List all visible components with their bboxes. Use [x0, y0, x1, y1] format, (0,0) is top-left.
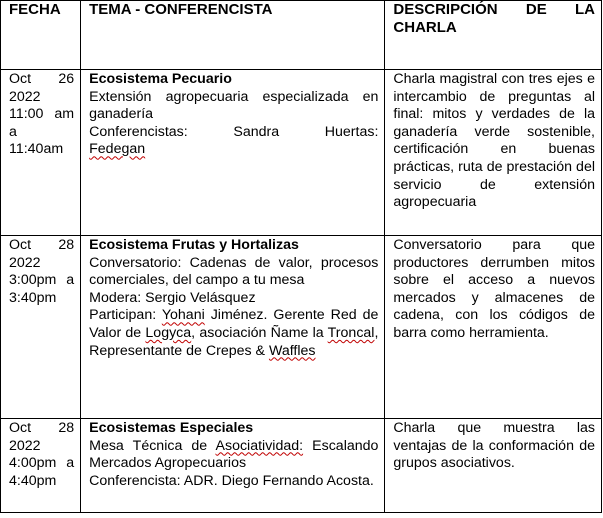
tema-cell — [81, 236, 385, 419]
header-tema: TEMA - CONFERENCISTA — [81, 1, 385, 70]
table-row — [1, 70, 602, 236]
fecha-cell: Oct 26 2022 11:00 am a 11:40am — [1, 70, 81, 236]
ecosistema-title: Ecosistema Pecuario — [89, 71, 232, 87]
header-fecha: FECHA — [1, 1, 81, 70]
participants-text-part: , Representante de Crepes & — [89, 324, 379, 359]
tema-line: Conversatorio: Cadenas de valor, procesos comerciales, del campo a tu mesa — [89, 254, 379, 289]
table-row — [1, 236, 602, 419]
participant-name: Yohani — [161, 307, 205, 324]
fecha-cell: Oct 28 2022 3:00pm a 3:40pm — [1, 236, 81, 419]
fecha-cell: Oct 28 2022 4:00pm a 4:40pm — [1, 419, 81, 513]
conferencista-line: Conferencistas: Sandra Huertas: — [89, 123, 379, 140]
tema-cell — [81, 419, 385, 513]
participants-text — [89, 307, 378, 360]
moderator-line: Modera: Sergio Velásquez — [89, 289, 256, 306]
place-name: Troncal — [327, 324, 375, 341]
participants-label: Participan: — [89, 307, 162, 324]
org-name: Logyca — [145, 324, 192, 341]
ecosistema-title: Ecosistema Frutas y Hortalizas — [89, 237, 299, 253]
tema-text-part: Mesa Técnica de — [89, 437, 216, 454]
participants-text-part: Jiménez. Gerente Red de Valor de — [89, 307, 379, 341]
header-row — [1, 1, 602, 70]
tema-cell — [81, 70, 385, 236]
tema-line — [89, 438, 378, 473]
org-name: Fedegan — [89, 141, 146, 158]
descripcion-cell: Charla magistral con tres ejes e intercambio de preguntas al final: mitos y verdades de la ganadería verde sostenible, certificación en buenas prácticas, ruta de prestación del servicio de extensión agropecuaria — [385, 70, 602, 236]
header-descripcion: DESCRIPCIÓN DE LA CHARLA — [385, 1, 602, 70]
ecosistema-title: Ecosistemas Especiales — [89, 420, 254, 436]
conferencista-line: Conferencista: ADR. Diego Fernando Acosta. — [89, 472, 374, 489]
org-name: Waffles — [268, 342, 316, 359]
table-row — [1, 419, 602, 513]
tema-line: Extensión agropecuaria especializada en ganadería — [89, 88, 379, 123]
descripcion-cell: Conversatorio para que productores derrumben mitos sobre el acceso a nuevos mercados y almacenes de cadena, con los códigos de barra como herramienta. — [385, 236, 602, 419]
descripcion-cell: Charla que muestra las ventajas de la conformación de grupos asociativos. — [385, 419, 602, 513]
tema-keyword: Asociatividad: — [215, 437, 304, 454]
tema-text-part: Escalando Mercados Agropecuarios — [89, 437, 379, 472]
participants-text-part: , asociación Ñame la — [191, 324, 328, 341]
